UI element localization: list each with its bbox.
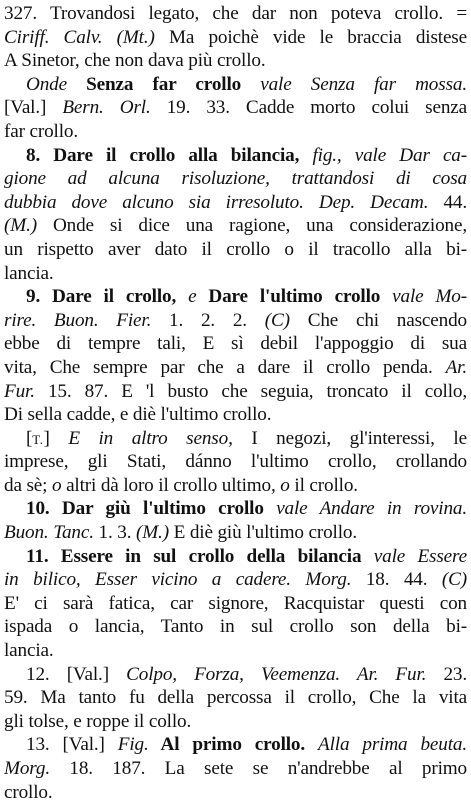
text-segment: dubbia dove alcuno sia irresoluto. Dep. Decam. <box>4 191 429 213</box>
text-segment: Ma poichè vide le braccia distese <box>154 26 467 48</box>
text-segment: Bern. Orl. <box>62 97 151 119</box>
text-segment: [Val.] <box>4 97 63 119</box>
text-segment: 13. [Val.] <box>26 734 118 756</box>
text-line <box>4 568 467 592</box>
text-segment: imprese, gli Stati, dánno l'ultimo crollo, crollando <box>4 451 467 473</box>
text-segment: Morg. <box>4 758 50 779</box>
text-segment: far crollo. <box>4 120 78 142</box>
text-segment: 23. <box>426 663 467 685</box>
text-segment: e <box>188 286 197 308</box>
text-segment: [ <box>26 427 33 449</box>
text-line <box>4 309 467 333</box>
text-line <box>4 474 467 498</box>
text-line <box>4 686 467 710</box>
text-line <box>4 26 467 50</box>
text-segment: (C) <box>441 569 467 591</box>
text-line <box>4 521 467 545</box>
text-segment: lancia. <box>4 640 54 662</box>
text-segment: gione ad alcuna risoluzione, trattandosi di cosa <box>4 168 467 190</box>
text-line <box>4 781 467 804</box>
text-segment: ispada o lancia, Tanto in sul crollo son della bi- <box>4 616 467 638</box>
text-segment: Di sella cadde, e diè l'ultimo crollo. <box>4 404 272 426</box>
text-segment: Buon. Tanc. <box>4 522 94 544</box>
text-segment: 9. Dare il crollo, <box>26 286 189 308</box>
text-line <box>4 49 467 73</box>
text-line <box>4 639 467 663</box>
text-segment: Dare l'ultimo crollo <box>196 286 393 308</box>
text-line <box>4 332 467 356</box>
text-line <box>4 757 467 781</box>
text-segment: E' ci sarà fatica, car signore, Racquistar questi con <box>4 592 467 614</box>
text-segment: da sè; <box>4 474 52 496</box>
text-line <box>4 615 467 639</box>
text-segment: ] <box>43 427 69 449</box>
text-segment: Ciriff. Calv. (Mt.) <box>4 26 155 48</box>
text-segment: o <box>280 474 290 496</box>
text-segment: 8. Dare il crollo alla bilancia, <box>26 144 313 166</box>
text-line <box>4 262 467 286</box>
text-segment: Ar. <box>445 356 467 378</box>
text-line <box>4 191 467 215</box>
text-line <box>4 356 467 380</box>
text-segment: fig., vale Dar ca- <box>312 144 467 166</box>
text-segment: 18. 187. La sete se n'andrebbe al primo <box>49 758 467 779</box>
text-segment: E diè giù l'ultimo crollo. <box>168 522 358 544</box>
text-segment: E in altro senso, <box>68 427 233 449</box>
text-line <box>4 167 467 191</box>
text-segment: (M.) <box>4 215 37 237</box>
dictionary-page <box>4 2 467 804</box>
text-segment: ebbe di tempre tali, E sì debil l'appoggio di sua <box>4 333 467 355</box>
text-segment: 15. 87. E 'l busto che seguia, troncato il collo, <box>34 380 467 402</box>
text-segment: Fig. <box>117 734 149 756</box>
text-line <box>4 497 467 521</box>
text-segment: Al primo crollo. <box>148 734 319 756</box>
text-segment: Che chi nascendo <box>289 309 467 331</box>
text-segment: Fur. <box>4 380 35 402</box>
text-line <box>4 733 467 757</box>
text-segment: 327. Trovandosi legato, che dar non poteva crollo. = <box>4 3 467 24</box>
text-line <box>4 120 467 144</box>
text-segment: Onde si dice una ragione, una considerazione, <box>36 215 467 237</box>
text-segment: il crollo. <box>289 474 358 496</box>
text-segment: lancia. <box>4 262 54 284</box>
text-segment: 44. <box>428 191 467 213</box>
text-segment: gli tolse, e roppe il collo. <box>4 710 192 732</box>
text-line <box>4 214 467 238</box>
text-segment: un rispetto aver dato il crollo o il tracollo alla bi- <box>4 238 467 260</box>
text-segment: vita, Che sempre par che a dare il crollo penda. <box>4 356 446 378</box>
text-segment: T. <box>32 431 44 447</box>
text-line <box>4 710 467 734</box>
text-segment: 1. 3. <box>93 522 136 544</box>
text-segment: vale Andare in rovina. <box>276 498 467 520</box>
text-segment: 12. [Val.] <box>26 663 127 685</box>
text-segment: rire. Buon. Fier. <box>4 309 152 331</box>
text-line <box>4 238 467 262</box>
text-line <box>4 96 467 120</box>
text-line <box>4 450 467 474</box>
text-segment: 18. 44. <box>351 569 442 591</box>
text-segment: Alla prima beuta. <box>318 734 467 756</box>
text-line <box>4 592 467 616</box>
text-line <box>4 380 467 404</box>
text-segment: vale Senza far mossa. <box>260 73 467 95</box>
text-segment: I negozi, gl'interessi, le <box>232 427 467 449</box>
text-line <box>4 285 467 309</box>
text-segment: 59. Ma tanto fu della percossa il crollo, Che la vita <box>4 687 467 709</box>
text-segment: (C) <box>264 309 290 331</box>
text-line <box>4 403 467 427</box>
text-segment: crollo. <box>4 781 53 803</box>
text-segment: 10. Dar giù l'ultimo crollo <box>26 498 277 520</box>
text-segment: (M.) <box>135 522 169 544</box>
text-line <box>4 144 467 168</box>
text-segment: Colpo, Forza, Veemenza. Ar. Fur. <box>126 663 427 685</box>
text-segment: A Sinetor, che non dava più crollo. <box>4 50 266 72</box>
text-line <box>4 663 467 687</box>
text-segment: 19. 33. Cadde morto colui senza <box>150 97 467 119</box>
text-segment: Senza far crollo <box>66 73 261 95</box>
text-line <box>4 2 467 26</box>
text-line <box>4 427 467 451</box>
text-segment: 11. Essere in sul crollo della bilancia <box>26 545 374 567</box>
text-segment: in bilico, Esser vicino a cadere. Morg. <box>4 569 352 591</box>
text-line <box>4 545 467 569</box>
text-segment: altri dà loro il crollo ultimo, <box>61 474 281 496</box>
text-segment: vale Mo- <box>392 286 467 308</box>
text-segment: Onde <box>26 73 67 95</box>
text-line <box>4 73 467 97</box>
text-segment: 1. 2. 2. <box>151 309 265 331</box>
text-segment: vale Essere <box>373 545 467 567</box>
text-segment: o <box>51 474 62 496</box>
